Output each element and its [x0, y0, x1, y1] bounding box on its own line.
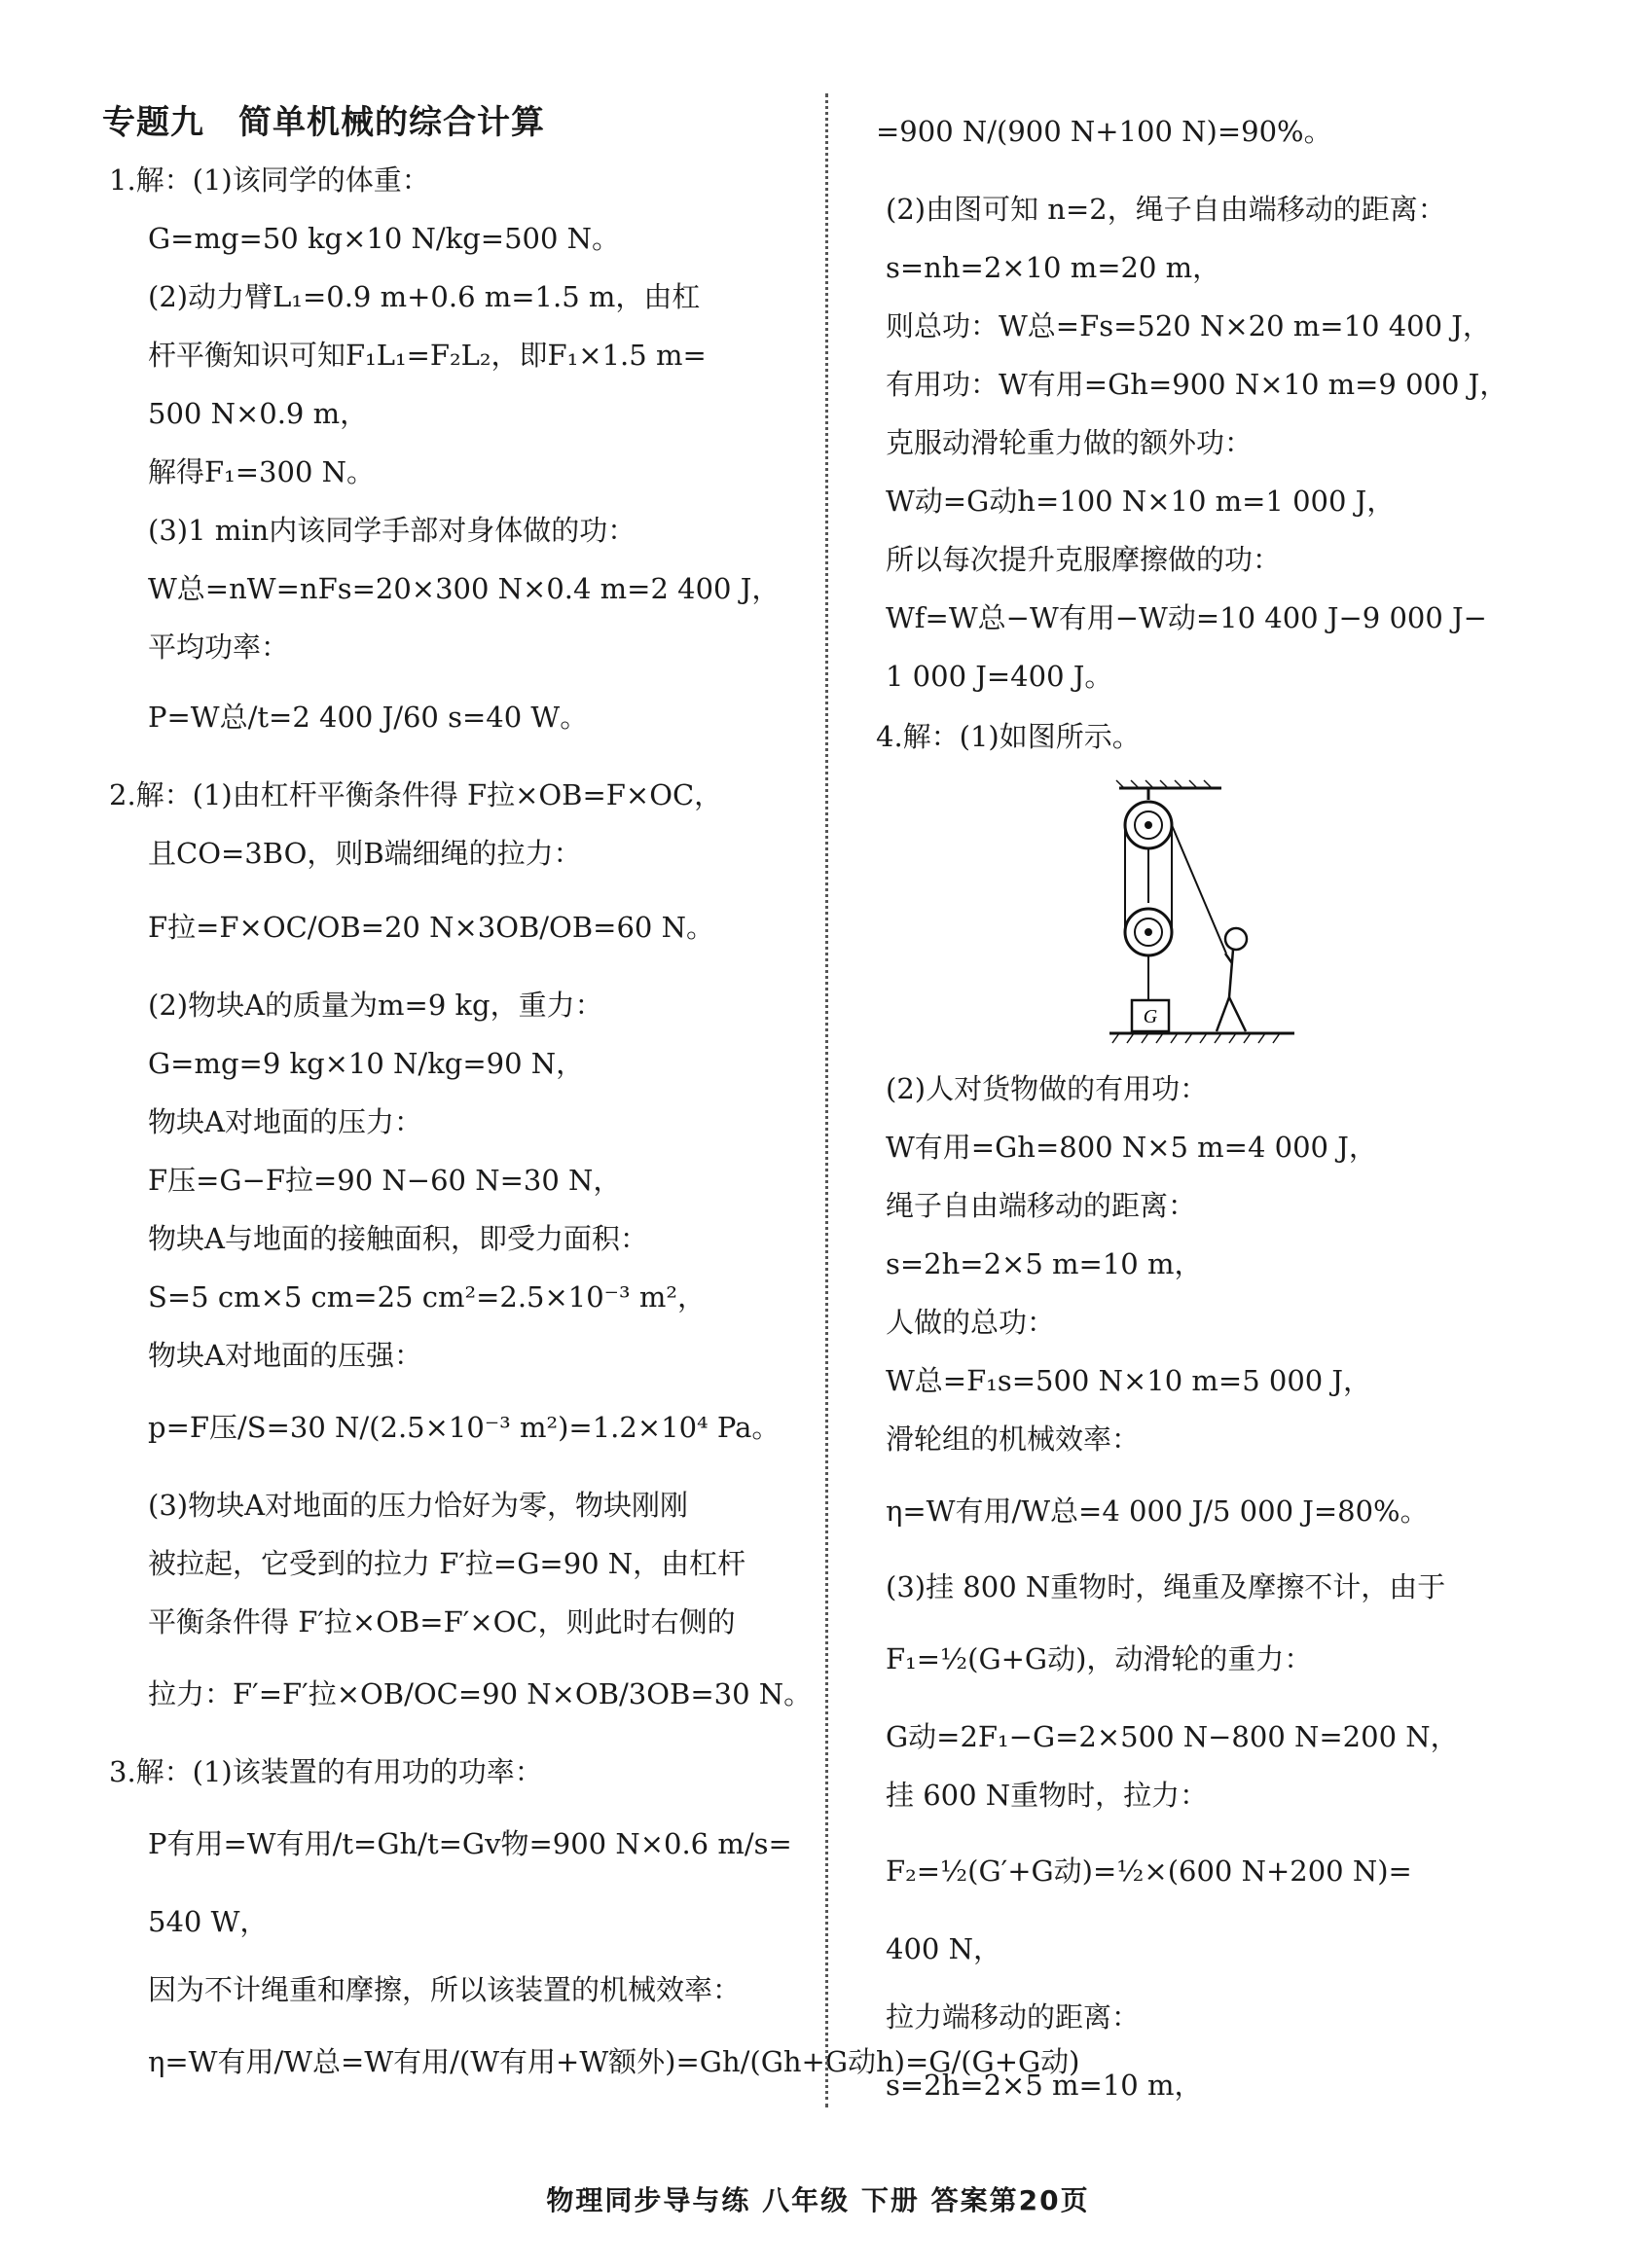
- left-text-line: 因为不计绳重和摩擦，所以该装置的机械效率：: [148, 1973, 742, 2006]
- left-text-line: (3)物块A对地面的压力恰好为零，物块刚刚: [148, 1489, 689, 1522]
- right-text-line: s=2h=2×5 m=10 m，: [886, 2069, 1203, 2102]
- right-text-line: 人做的总功：: [886, 1306, 1056, 1339]
- left-text-line: (2)物块A的质量为m=9 kg，重力：: [148, 989, 603, 1022]
- right-text-line: s=nh=2×10 m=20 m，: [886, 251, 1221, 284]
- page-title: 专题九 简单机械的综合计算: [102, 103, 545, 142]
- right-text-line: 克服动滑轮重力做的额外功：: [886, 426, 1254, 459]
- right-text-line: 则总功：W总=Fs=520 N×20 m=10 400 J，: [886, 309, 1491, 342]
- right-text-line: 400 N，: [886, 1932, 1001, 1965]
- left-text-line: P=W总/t=2 400 J/60 s=40 W。: [148, 701, 589, 734]
- right-text-line: W动=G动h=100 N×10 m=1 000 J，: [886, 485, 1396, 518]
- left-text-line: η=W有用/W总=W有用/(W有用+W额外)=Gh/(Gh+G动h)=G/(G+G动): [148, 2045, 1080, 2078]
- right-text-line: (2)人对货物做的有用功：: [886, 1072, 1209, 1105]
- left-text-line: 杆平衡知识可知F₁L₁=F₂L₂，即F₁×1.5 m=: [148, 339, 707, 372]
- page-footer: 物理同步导与练 八年级 下册 答案第20页: [546, 2184, 1090, 2216]
- left-text-line: 平衡条件得 F′拉×OB=F′×OC，则此时右侧的: [148, 1605, 736, 1638]
- left-text-line: F压=G−F拉=90 N−60 N=30 N，: [148, 1164, 622, 1197]
- weight-label: G: [1143, 1006, 1158, 1027]
- left-text-line: 解得F₁=300 N。: [148, 455, 375, 488]
- left-text-line: 被拉起，它受到的拉力 F′拉=G=90 N，由杠杆: [148, 1547, 746, 1580]
- left-text-line: W总=nW=nFs=20×300 N×0.4 m=2 400 J，: [148, 572, 781, 605]
- right-text-line: 1 000 J=400 J。: [886, 660, 1113, 693]
- right-text-line: G动=2F₁−G=2×500 N−800 N=200 N，: [886, 1720, 1459, 1753]
- right-text-line: (3)挂 800 N重物时，绳重及摩擦不计，由于: [886, 1570, 1446, 1603]
- right-text-line: 挂 600 N重物时，拉力：: [886, 1779, 1209, 1812]
- right-text-line: 拉力端移动的距离：: [886, 2000, 1141, 2034]
- left-text-line: 平均功率：: [148, 630, 290, 664]
- left-text-line: p=F压/S=30 N/(2.5×10⁻³ m²)=1.2×10⁴ Pa。: [148, 1411, 781, 1444]
- left-text-line: G=mg=9 kg×10 N/kg=90 N，: [148, 1047, 585, 1080]
- left-text-line: 540 W，: [148, 1905, 269, 1938]
- left-text-line: 3.解：(1)该装置的有用功的功率：: [109, 1755, 543, 1788]
- left-text-line: S=5 cm×5 cm=25 cm²=2.5×10⁻³ m²，: [148, 1280, 706, 1314]
- right-text-line: F₂=½(G′+G动)=½×(600 N+200 N)=: [886, 1854, 1412, 1888]
- right-text-line: =900 N/(900 N+100 N)=90%。: [876, 115, 1332, 148]
- right-text-line: η=W有用/W总=4 000 J/5 000 J=80%。: [886, 1494, 1429, 1528]
- left-text-line: (2)动力臂L₁=0.9 m+0.6 m=1.5 m，由杠: [148, 280, 701, 313]
- left-text-line: F拉=F×OC/OB=20 N×3OB/OB=60 N。: [148, 911, 714, 944]
- right-text-line: 有用功：W有用=Gh=900 N×10 m=9 000 J，: [886, 368, 1509, 401]
- right-text-line: W总=F₁s=500 N×10 m=5 000 J，: [886, 1364, 1372, 1397]
- right-text-line: Wf=W总−W有用−W动=10 400 J−9 000 J−: [886, 601, 1487, 634]
- right-text-line: 滑轮组的机械效率：: [886, 1422, 1141, 1456]
- pulley-diagram: [1105, 778, 1299, 1051]
- left-text-line: 物块A对地面的压力：: [148, 1105, 422, 1138]
- right-text-line: W有用=Gh=800 N×5 m=4 000 J，: [886, 1131, 1377, 1164]
- right-text-line: (2)由图可知 n=2，绳子自由端移动的距离：: [886, 193, 1446, 226]
- right-text-line: 绳子自由端移动的距离：: [886, 1189, 1197, 1222]
- left-text-line: 物块A对地面的压强：: [148, 1339, 422, 1372]
- left-text-line: P有用=W有用/t=Gh/t=Gv物=900 N×0.6 m/s=: [148, 1827, 792, 1860]
- left-text-line: 拉力：F′=F′拉×OB/OC=90 N×OB/3OB=30 N。: [148, 1677, 813, 1710]
- right-text-line: 4.解：(1)如图所示。: [876, 720, 1141, 753]
- left-text-line: 物块A与地面的接触面积，即受力面积：: [148, 1222, 648, 1255]
- right-text-line: 所以每次提升克服摩擦做的功：: [886, 543, 1282, 576]
- right-text-line: s=2h=2×5 m=10 m，: [886, 1247, 1203, 1280]
- left-text-line: 1.解：(1)该同学的体重：: [109, 163, 430, 197]
- left-text-line: 且CO=3BO，则B端细绳的拉力：: [148, 837, 582, 870]
- left-text-line: 2.解：(1)由杠杆平衡条件得 F拉×OB=F×OC，: [109, 778, 723, 811]
- left-text-line: G=mg=50 kg×10 N/kg=500 N。: [148, 222, 621, 255]
- column-divider: [825, 93, 828, 2107]
- right-text-line: F₁=½(G+G动)，动滑轮的重力：: [886, 1642, 1313, 1675]
- left-text-line: 500 N×0.9 m，: [148, 397, 369, 430]
- left-text-line: (3)1 min内该同学手部对身体做的功：: [148, 514, 636, 547]
